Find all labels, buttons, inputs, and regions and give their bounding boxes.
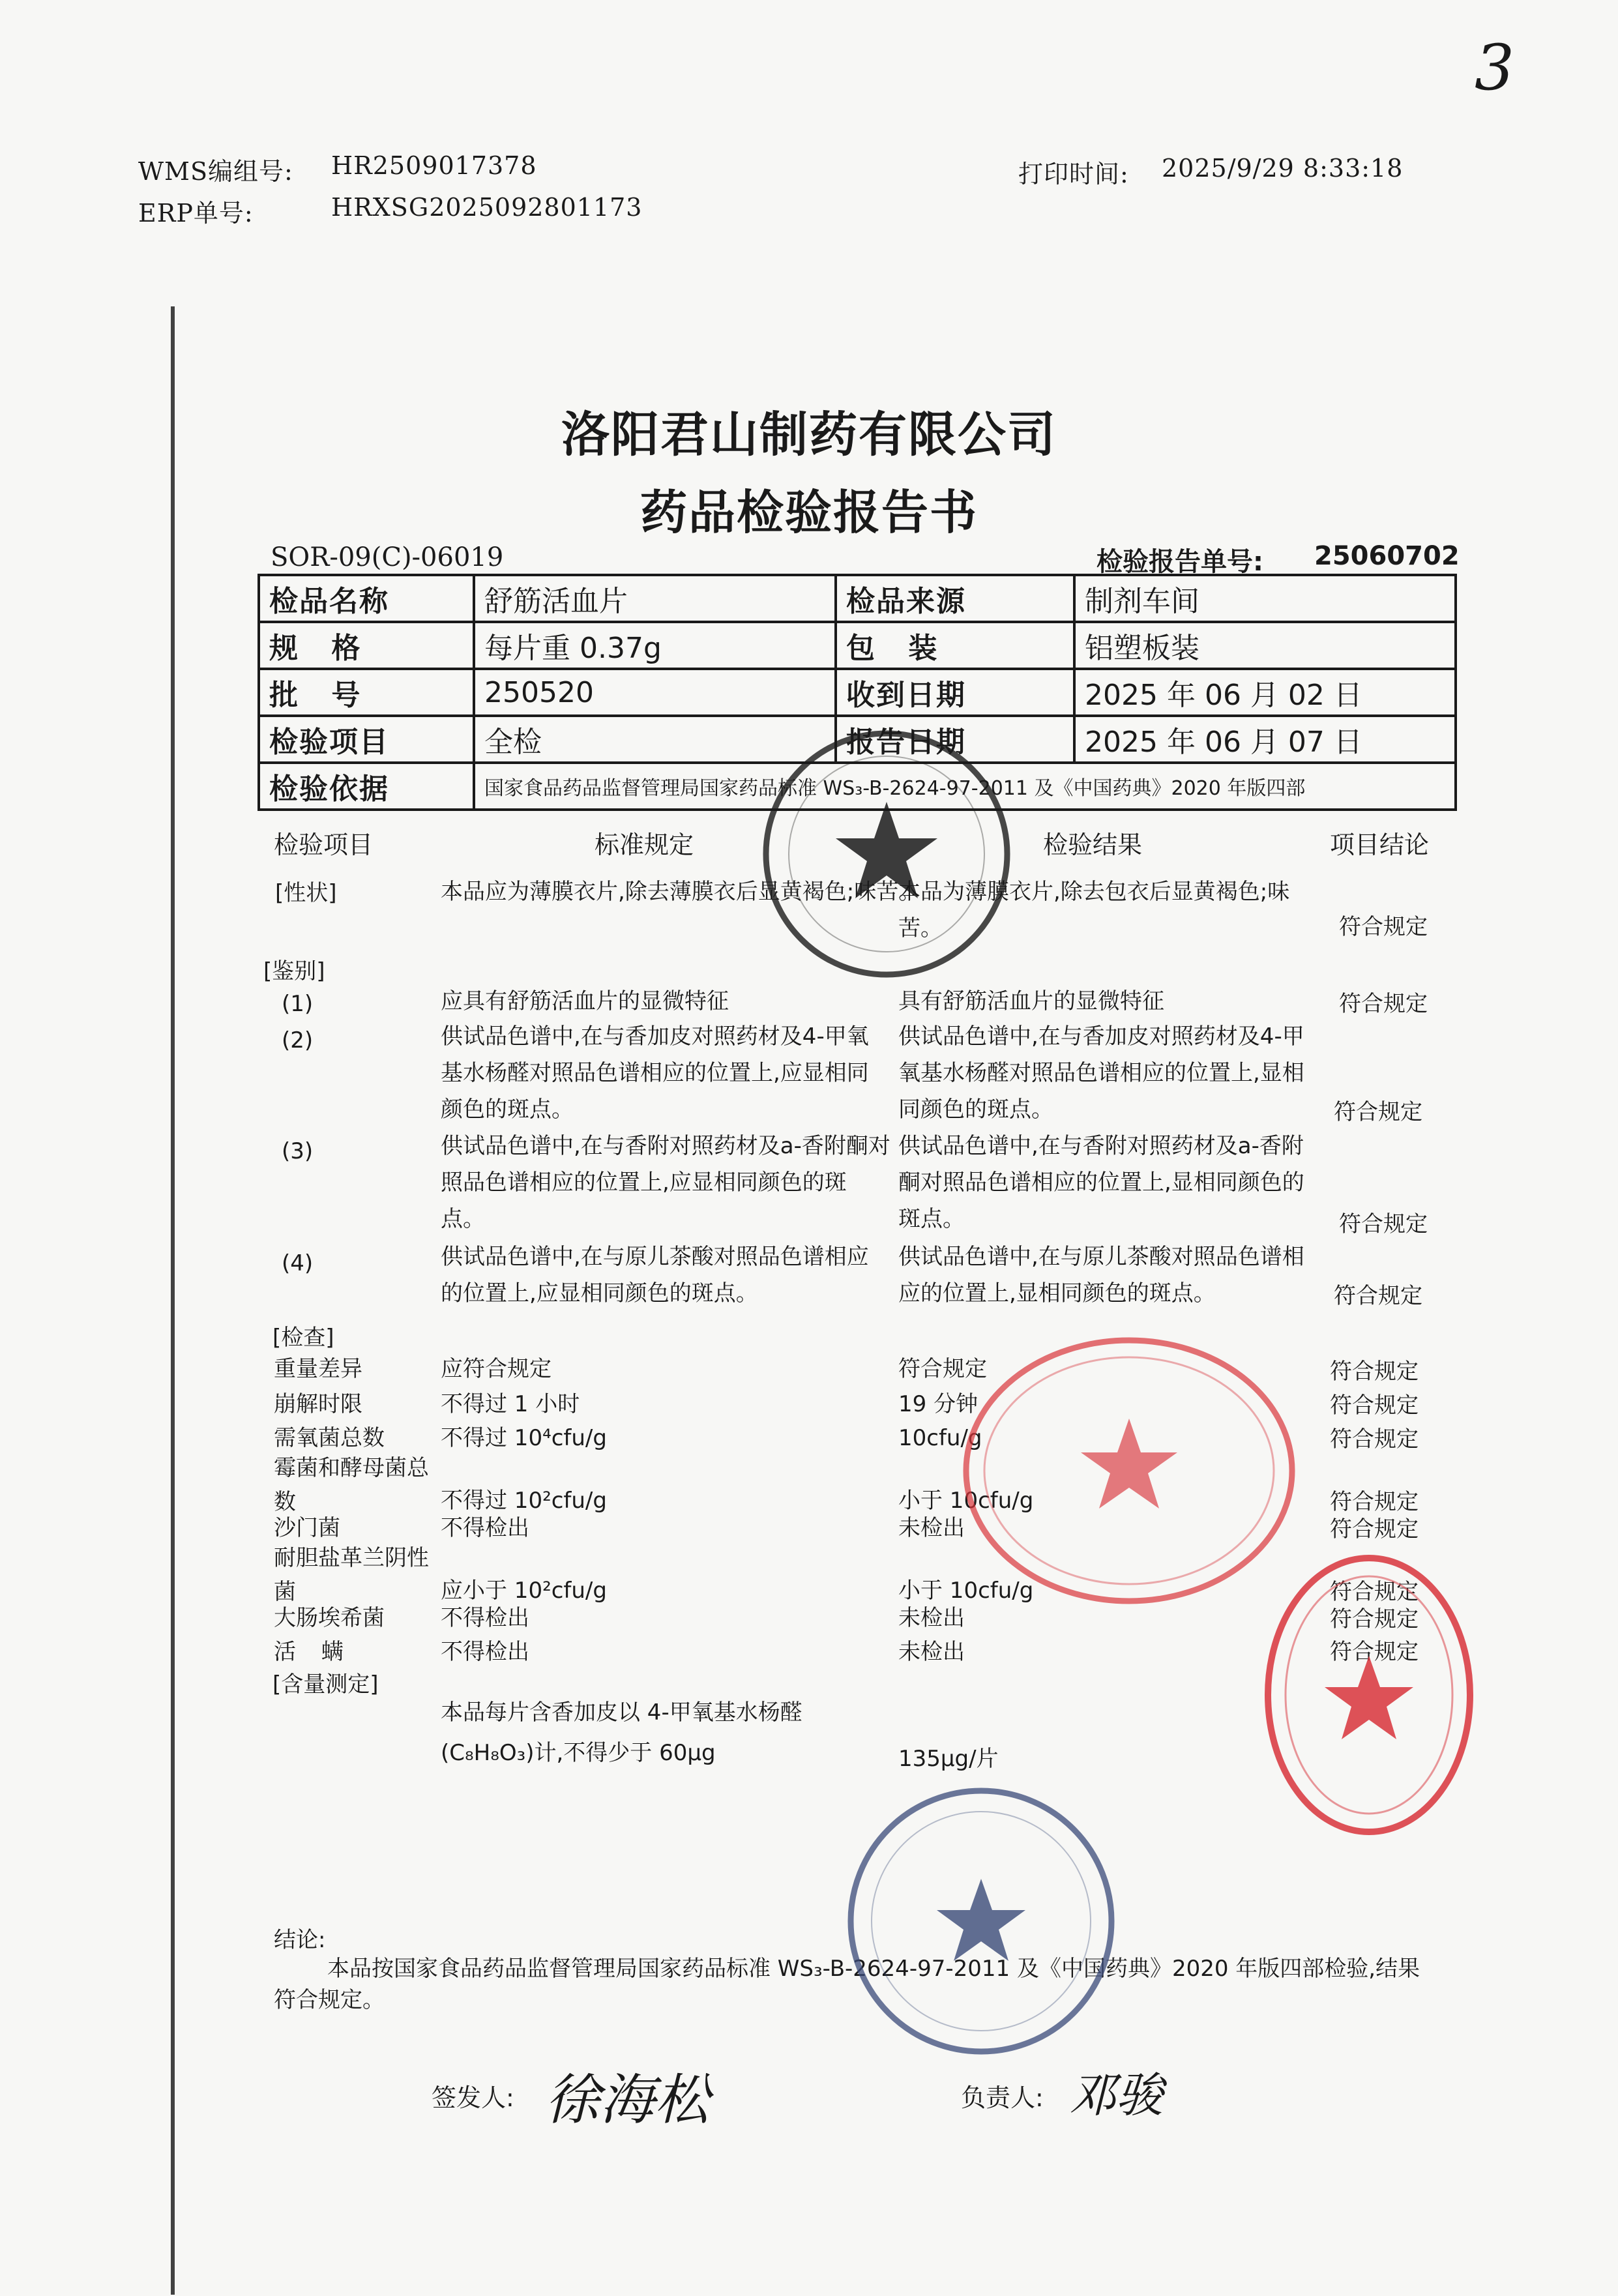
report-no: 25060702 (1314, 541, 1460, 571)
inspection-standard: 不得检出 (441, 1605, 529, 1631)
info-row (259, 575, 1456, 622)
traits-result: 本品为薄膜衣片,除去包衣后显黄褐色;味苦。 (898, 879, 1290, 941)
wms-value: HR2509017378 (331, 151, 537, 180)
assay-standard: 本品每片含香加皮以 4-甲氧基水杨醛(C₈H₈O₃)计,不得少于 60μg (441, 1700, 802, 1766)
ident-result: 供试品色谱中,在与原儿茶酸对照品色谱相应的位置上,显相同颜色的斑点。 (898, 1244, 1304, 1306)
traits-standard: 本品应为薄膜衣片,除去薄膜衣后显黄褐色;味苦。 (441, 879, 921, 905)
ident-conclusion: 符合规定 (1339, 1211, 1428, 1237)
ident-no: (1) (282, 991, 314, 1017)
inspection-conclusion: 符合规定 (1330, 1426, 1419, 1452)
inspection-conclusion: 符合规定 (1330, 1359, 1419, 1385)
col-result: 检验结果 (1043, 831, 1143, 859)
col-item: 检验项目 (274, 831, 374, 859)
col-conclusion: 项目结论 (1330, 831, 1430, 859)
report-date: 2025 年 06 月 07 日 (1074, 716, 1456, 763)
ident-conclusion: 符合规定 (1339, 991, 1428, 1017)
conclusion-label: 结论: (274, 1927, 326, 1953)
conclusion-text: 本品按国家食品药品监督管理局国家药品标准 WS₃-B-2624-97-2011 及《中国药典》2020 年版四部检验,结果符合规定。 (274, 1956, 1420, 2013)
source: 制剂车间 (1074, 575, 1456, 622)
inspection-item: 活 螨 (274, 1639, 353, 1665)
blue-seal-star-icon (937, 1879, 1025, 1961)
traits-conclusion: 符合规定 (1339, 914, 1428, 940)
blue-seal-stamp (841, 1781, 1121, 2061)
inspection-result: 19 分钟 (898, 1391, 978, 1417)
erp-value: HRXSG2025092801173 (331, 193, 643, 222)
ident-result: 供试品色谱中,在与香附对照药材及a-香附酮对照品色谱相应的位置上,显相同颜色的斑点。 (898, 1133, 1304, 1232)
ident-standard: 供试品色谱中,在与香附对照药材及a-香附酮对照品色谱相应的位置上,应显相同颜色的斑点。 (441, 1133, 890, 1232)
section-identification: [鉴别] (263, 958, 325, 984)
ident-conclusion: 符合规定 (1334, 1099, 1422, 1125)
red-seal-stamp (953, 1327, 1305, 1614)
section-traits: [性状] (275, 880, 337, 906)
inspection-item: 耐胆盐革兰阴性菌 (274, 1545, 429, 1605)
ident-no: (4) (282, 1250, 314, 1276)
spec-label: 规 格 (259, 622, 474, 669)
ident-no: (2) (282, 1027, 314, 1053)
inspection-result: 未检出 (898, 1515, 965, 1541)
inspection-result: 未检出 (898, 1605, 965, 1631)
responsible-label: 负责人: (961, 2083, 1044, 2112)
section-inspection: [检查] (272, 1325, 334, 1351)
col-standard: 标准规定 (595, 831, 694, 859)
red-seal-2-stamp (1258, 1545, 1480, 1845)
inspection-item: 大肠埃希菌 (274, 1605, 385, 1631)
basis: 国家食品药品监督管理局国家药品标准 WS₃-B-2624-97-2011 及《中国药典》2020 年版四部 (474, 763, 1456, 810)
report-title: 药品检验报告书 (640, 485, 978, 540)
ident-no: (3) (282, 1138, 314, 1164)
issuer-signature: 徐海松 (545, 2068, 710, 2132)
product-name: 舒筋活血片 (474, 575, 836, 622)
inspection-item: 重量差异 (274, 1356, 362, 1382)
doc-code: SOR-09(C)-06019 (271, 542, 504, 572)
inspection-result: 符合规定 (898, 1356, 987, 1382)
red-seal-star-icon (1081, 1419, 1177, 1509)
inspection-item: 需氧菌总数 (274, 1425, 385, 1451)
product-name-label: 检品名称 (259, 575, 474, 622)
spec: 每片重 0.37g (474, 622, 836, 669)
inspection-conclusion: 符合规定 (1330, 1606, 1419, 1632)
package-label: 包 装 (836, 622, 1074, 669)
company-name: 洛阳君山制药有限公司 (561, 407, 1057, 463)
inspection-item: 崩解时限 (274, 1391, 362, 1417)
ident-standard: 供试品色谱中,在与香加皮对照药材及4-甲氧基水杨醛对照品色谱相应的位置上,应显相同颜色的斑点。 (441, 1023, 869, 1123)
received-label: 收到日期 (836, 669, 1074, 716)
inspection-result: 未检出 (898, 1639, 965, 1665)
inspection-result: 10cfu/g (898, 1425, 982, 1451)
ident-result: 具有舒筋活血片的显微特征 (898, 988, 1164, 1014)
seal-star-icon (836, 802, 937, 898)
inspection-standard: 不得过 1 小时 (441, 1391, 580, 1417)
erp-label: ERP单号: (138, 199, 254, 228)
print-time-value: 2025/9/29 8:33:18 (1162, 154, 1404, 183)
ident-result: 供试品色谱中,在与香加皮对照药材及4-甲氧基水杨醛对照品色谱相应的位置上,显相同颜色的斑点。 (898, 1023, 1304, 1123)
inspection-standard: 不得过 10⁴cfu/g (441, 1425, 607, 1451)
assay-result: 135μg/片 (898, 1746, 999, 1772)
inspection-standard: 不得检出 (441, 1515, 529, 1541)
scanned-page-edge (171, 306, 175, 2295)
item-label: 检验项目 (259, 716, 474, 763)
inspection-conclusion: 符合规定 (1330, 1639, 1419, 1665)
company-seal-stamp (756, 724, 1017, 984)
inspection-conclusion: 符合规定 (1330, 1579, 1419, 1605)
responsible-signature: 邓骏 (1069, 2068, 1164, 2123)
red-seal-2-star-icon (1325, 1656, 1413, 1739)
inspection-item: 霉菌和酵母菌总数 (274, 1455, 429, 1515)
wms-label: WMS编组号: (138, 157, 293, 186)
inspection-conclusion: 符合规定 (1330, 1392, 1419, 1419)
info-row (259, 669, 1456, 716)
issuer-label: 签发人: (432, 2083, 514, 2112)
basis-label: 检验依据 (259, 763, 474, 810)
inspection-result: 小于 10cfu/g (898, 1578, 1034, 1604)
inspection-standard: 应符合规定 (441, 1356, 552, 1382)
received-date: 2025 年 06 月 02 日 (1074, 669, 1456, 716)
ident-standard: 应具有舒筋活血片的显微特征 (441, 988, 729, 1014)
item: 全检 (474, 716, 836, 763)
inspection-standard: 不得检出 (441, 1639, 529, 1665)
section-assay: [含量测定] (272, 1671, 379, 1698)
ident-standard: 供试品色谱中,在与原儿茶酸对照品色谱相应的位置上,应显相同颜色的斑点。 (441, 1244, 869, 1306)
print-time-label: 打印时间: (1018, 160, 1129, 188)
batch-label: 批 号 (259, 669, 474, 716)
info-row (259, 622, 1456, 669)
inspection-standard: 应小于 10²cfu/g (441, 1578, 607, 1604)
report-no-label: 检验报告单号: (1096, 547, 1263, 577)
report-date-label: 报告日期 (836, 716, 1074, 763)
ident-conclusion: 符合规定 (1334, 1283, 1422, 1309)
source-label: 检品来源 (836, 575, 1074, 622)
inspection-conclusion: 符合规定 (1330, 1516, 1419, 1542)
inspection-conclusion: 符合规定 (1330, 1489, 1419, 1515)
inspection-result: 小于 10cfu/g (898, 1488, 1034, 1514)
package: 铝塑板装 (1074, 622, 1456, 669)
inspection-item: 沙门菌 (274, 1515, 340, 1541)
inspection-standard: 不得过 10²cfu/g (441, 1488, 607, 1514)
batch: 250520 (474, 669, 836, 716)
page-mark: 3 (1475, 31, 1515, 104)
